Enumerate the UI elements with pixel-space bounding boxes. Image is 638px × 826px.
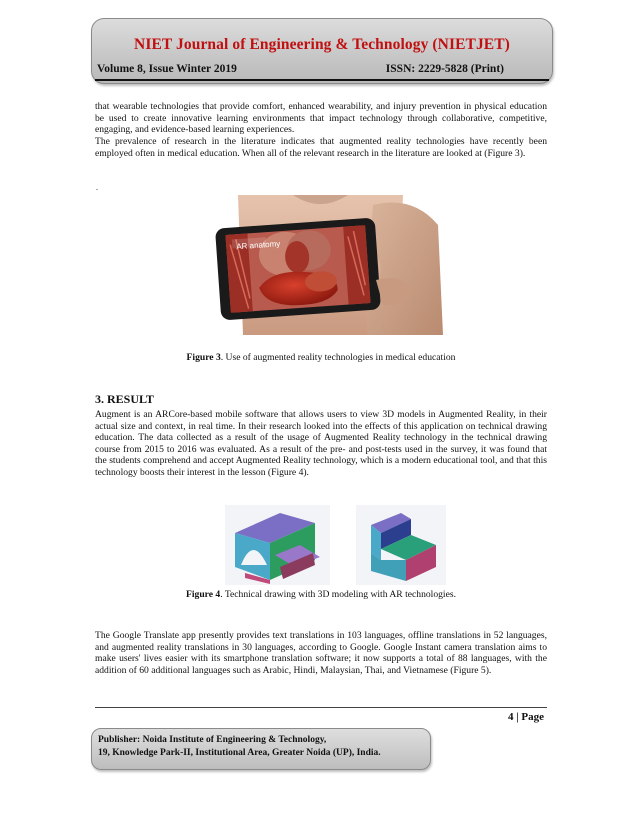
publisher-line-2: 19, Knowledge Park-II, Institutional Area, Greater Noida (UP), India.: [98, 748, 381, 758]
figure-4-model-left: [225, 505, 330, 585]
publisher-line-1: Publisher: Noida Institute of Engineering & Technology,: [98, 735, 327, 745]
figure-4-caption: [95, 589, 547, 600]
journal-header-box: [91, 18, 553, 84]
volume-issue: Volume 8, Issue Winter 2019: [97, 63, 237, 75]
header-rule: [95, 79, 549, 81]
issn: ISSN: 2229-5828 (Print): [385, 63, 504, 75]
figure-3-caption: [95, 352, 547, 363]
page-number: 4 | Page: [507, 711, 544, 723]
figure-4-label: Figure 4: [186, 589, 221, 600]
stray-mark: .: [96, 183, 98, 192]
body-paragraph-2: The prevalence of research in the literature indicates that augmented reality technologies have recently been employed often in medical education. When all of the relevant research in the literature are looked at (Figure 3).: [95, 136, 547, 159]
result-paragraph: Augment is an ARCore-based mobile software that allows users to view 3D models in Augmented Reality, in their actual size and context, in real time. In their research looked into the effects of this application on technical drawing education. The data collected as a result of the usage of Augmented Reality technology in the technical drawing course from 2015 to 2016 was evaluated. As a result of the pre- and post-tests used in the survey, it was found that the students comprehend and accept Augmented Reality technology, which is a modern educational tool, and that this technology boosts their interest in the lesson (Figure 4).: [95, 409, 547, 478]
body-paragraph-1: that wearable technologies that provide comfort, enhanced wearability, and injury prevention in physical education be used to create innovative learning environments that impact technology through collaborative, competitive, engaging, and evidence-based learning experiences.: [95, 101, 547, 136]
figure-4-caption-text: . Technical drawing with 3D modeling with AR technologies.: [220, 589, 456, 600]
figure-3-ar-anatomy-image: [198, 195, 443, 335]
figure-3-label: Figure 3: [186, 352, 221, 363]
figure-4-model-right: [356, 505, 446, 585]
figure-3-caption-text: . Use of augmented reality technologies in medical education: [220, 352, 456, 363]
footer-rule: [95, 707, 547, 708]
google-translate-paragraph: The Google Translate app presently provides text translations in 103 languages, offline translations in 52 languages, and augmented reality translations in 30 languages, according to Google. Google Instant camera translation aims to make users' lives easier with its smartphone translation software; it now supports a total of 88 languages, with the addition of 60 additional languages such as Arabic, Hindi, Malaysian, Thai, and Vietnamese (Figure 5).: [95, 630, 547, 676]
publisher-box: [91, 728, 431, 770]
ar-anatomy-label: AR anatomy: [235, 239, 281, 252]
journal-title: NIET Journal of Engineering & Technology (NIETJET): [134, 36, 510, 53]
section-heading-result: 3. RESULT: [95, 392, 154, 406]
